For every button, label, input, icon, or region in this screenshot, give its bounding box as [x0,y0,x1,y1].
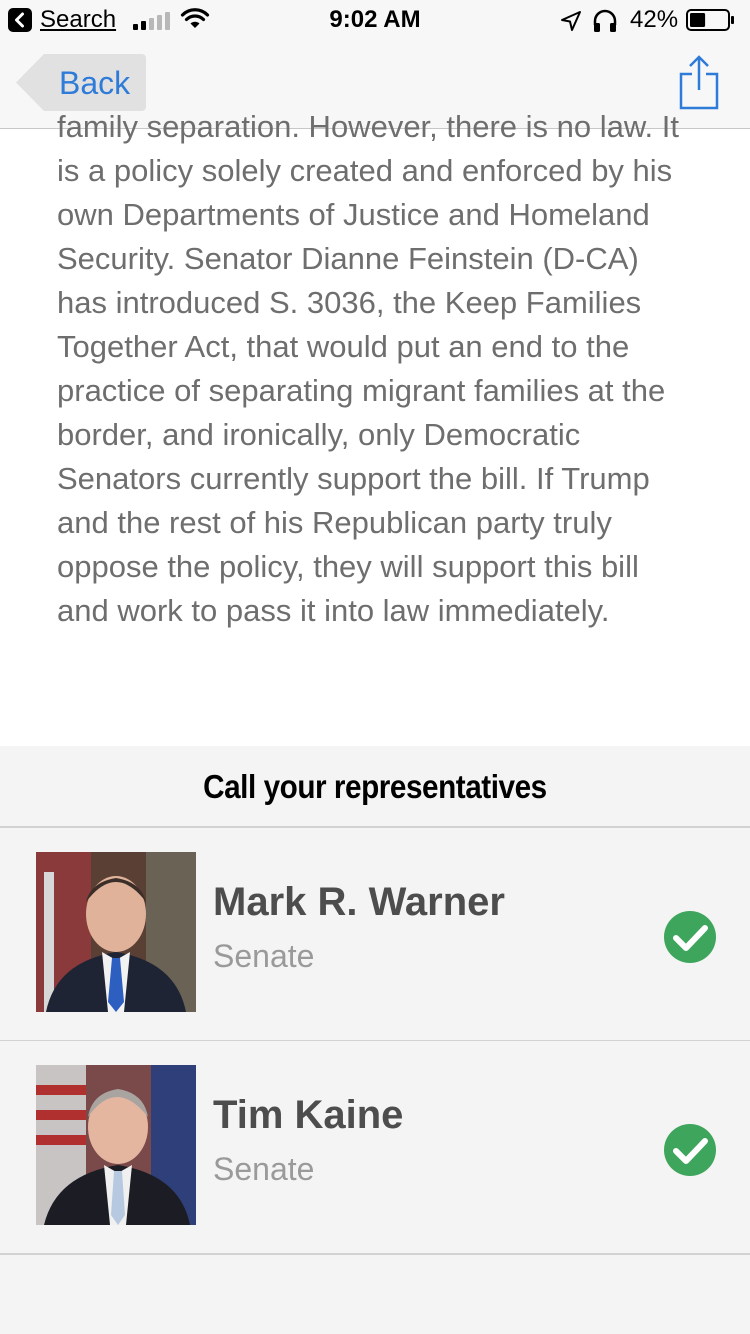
battery-icon [686,9,734,31]
representative-name: Mark R. Warner [213,880,505,924]
location-arrow-icon [560,10,582,32]
status-time: 9:02 AM [329,6,421,33]
article-body [0,109,750,746]
representative-row-warner[interactable] [0,828,750,1042]
section-title: Call your representatives [203,768,547,805]
avatar [36,852,196,1012]
back-to-app-label[interactable]: Search [40,6,117,33]
check-circle-icon [663,1123,717,1177]
status-bar [0,0,750,40]
back-button[interactable] [16,54,146,111]
representative-chamber: Senate [213,938,315,974]
representative-name: Tim Kaine [213,1093,404,1137]
representative-chamber: Senate [213,1151,315,1187]
representative-row-kaine[interactable] [0,1041,750,1255]
share-icon[interactable] [678,54,720,110]
avatar [36,1065,196,1225]
article-text: family separation. However, there is no law. It is a policy solely created and enforced by his own Departments of Justice and Homeland Security. Senator Dianne Feinstein (D-CA) has introduced S. 3036, the Keep Families Together Act, that would put an end to the practice of separating migrant families at the border, and ironically, only Democratic Senators currently support the bill. If Trump and the rest of his Republican party truly oppose the policy, they will support this bill and work to pass it into law immediately. [57,109,680,628]
back-button-label: Back [59,65,131,101]
representatives-section-header [0,746,750,828]
check-circle-icon [663,910,717,964]
headphones-icon [592,9,618,33]
battery-percent: 42% [630,6,679,33]
